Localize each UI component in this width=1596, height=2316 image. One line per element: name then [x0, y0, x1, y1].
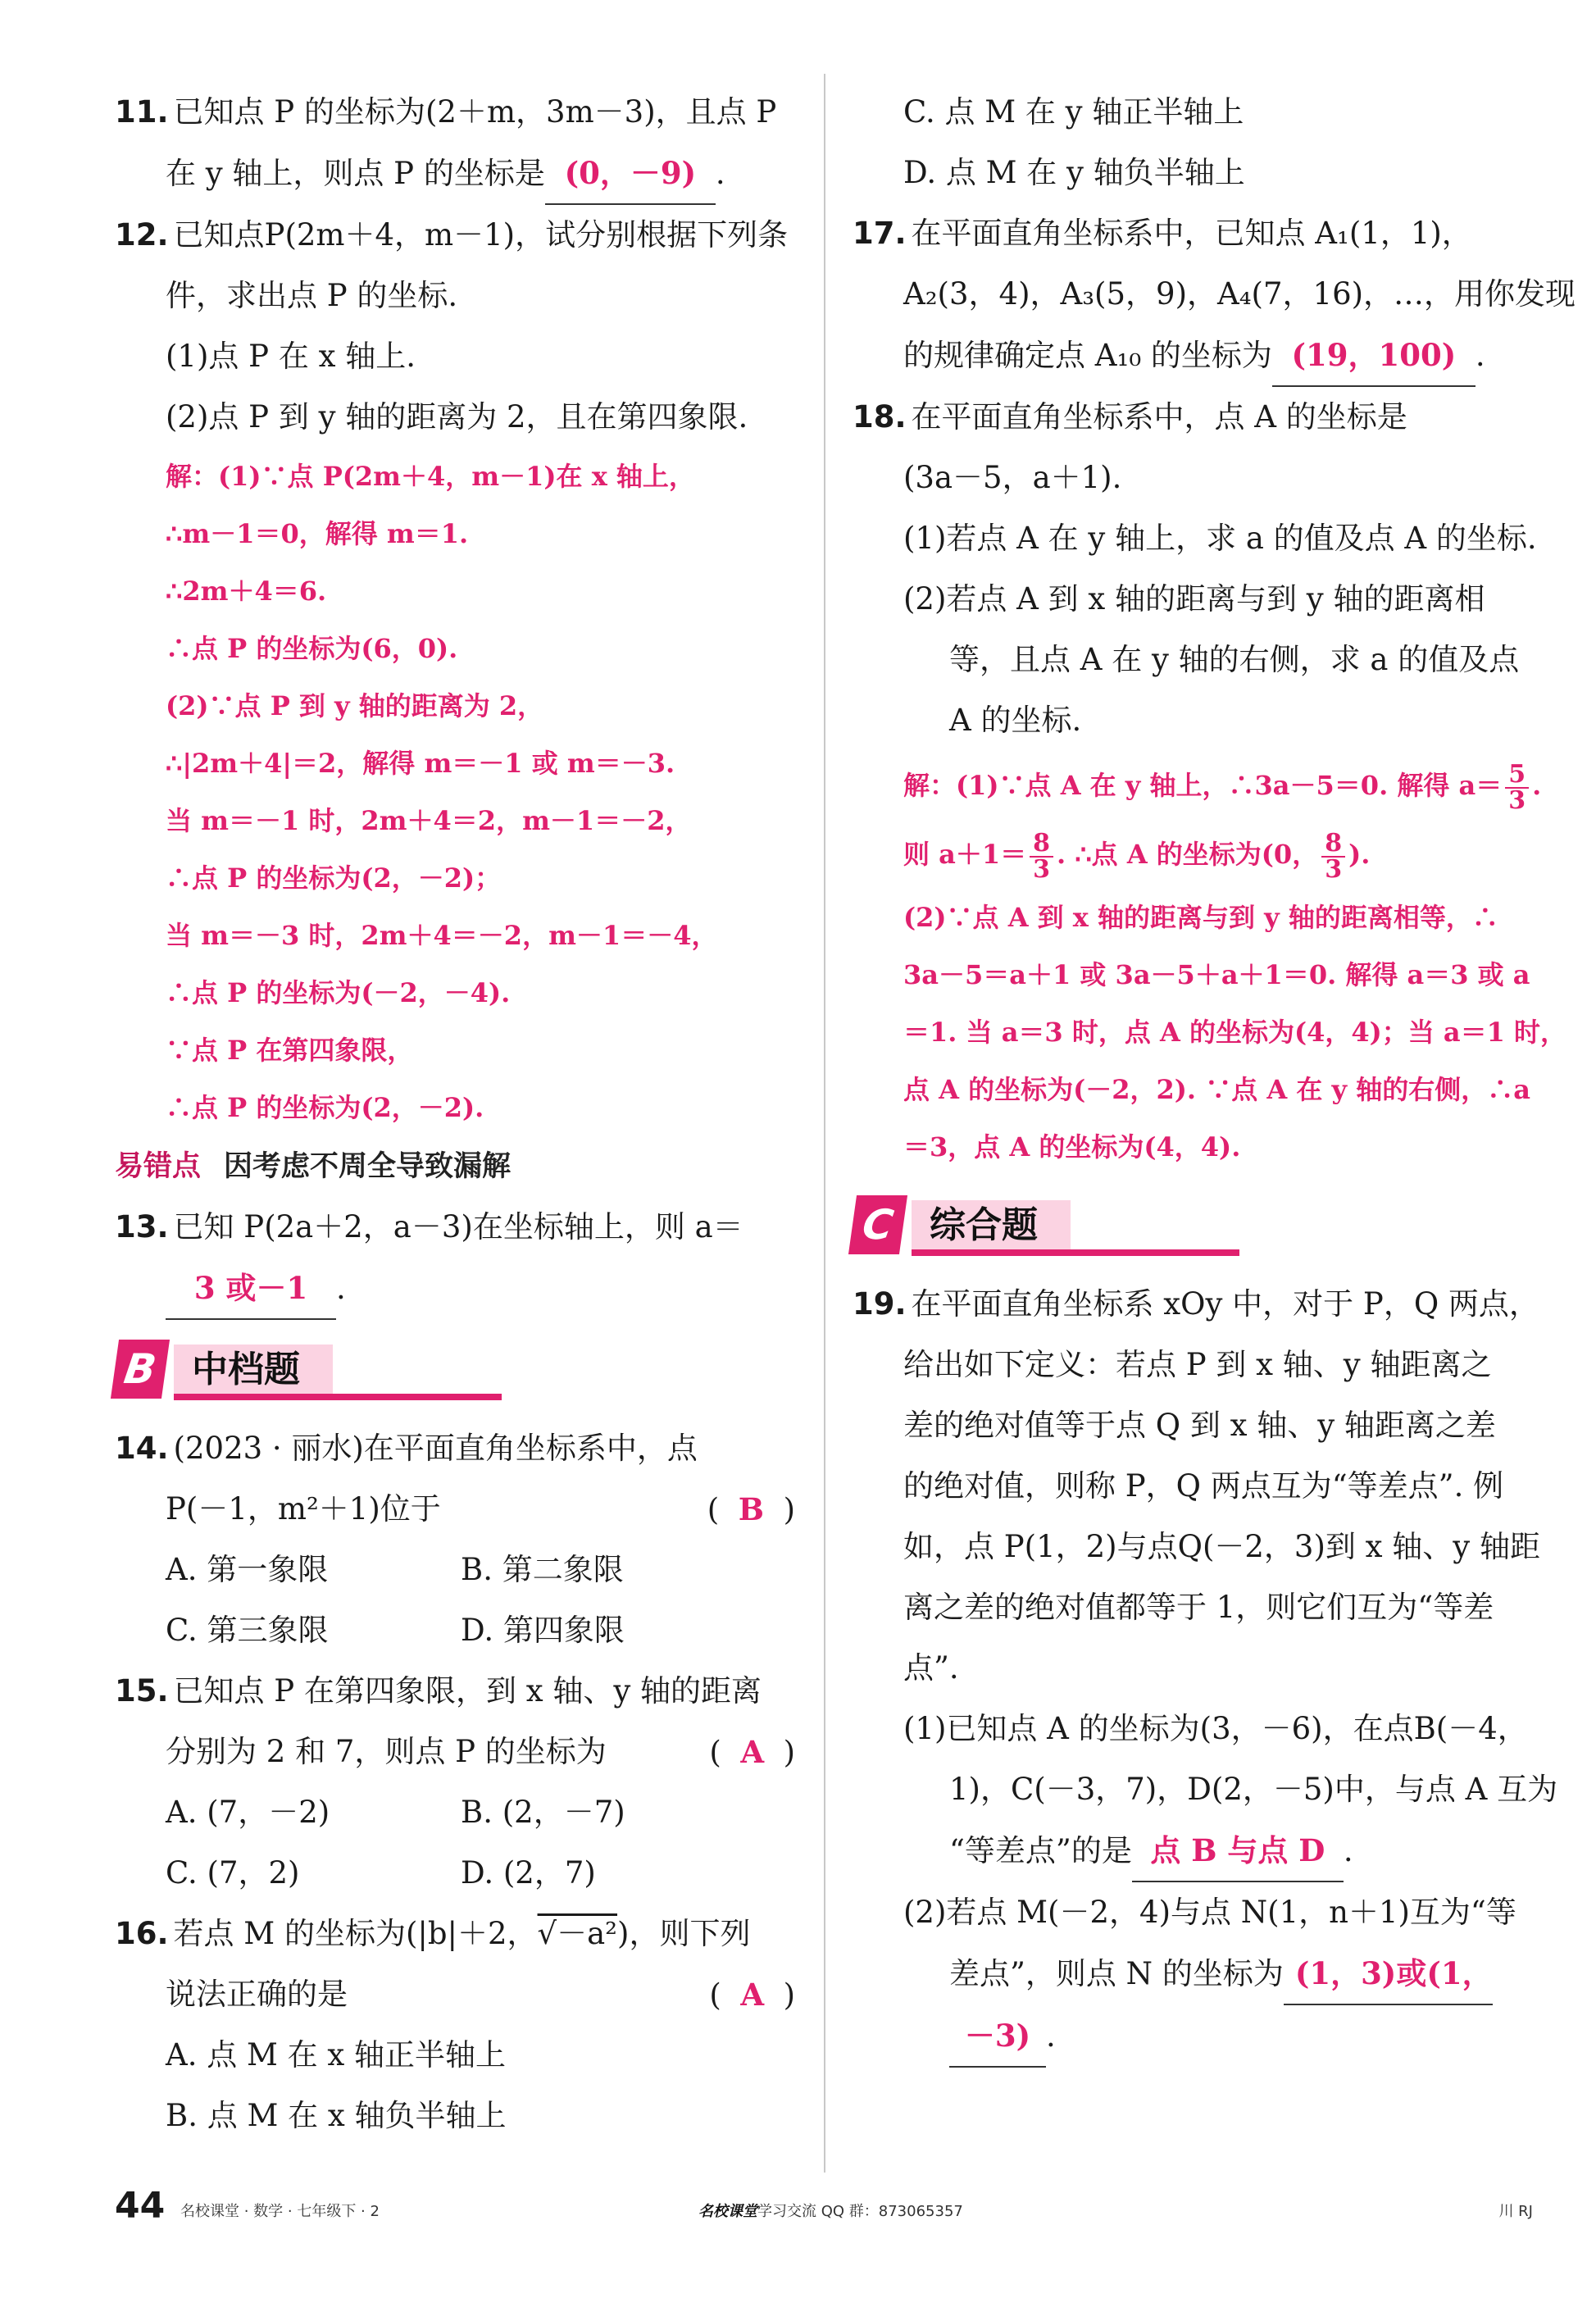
- solution-line: ∴m－1＝0，解得 m＝1.: [166, 518, 469, 549]
- page-number: 44: [115, 2185, 166, 2227]
- part-1: 1)，C(－3，7)，D(2，－5)中，与点 A 互为: [949, 1772, 1558, 1807]
- section-c-banner: [853, 1189, 1533, 1267]
- question-number: 14.: [115, 1431, 169, 1466]
- option-c: C. (7，2): [166, 1855, 300, 1891]
- brand-logo: 名校课堂: [698, 2203, 757, 2220]
- solution-line: ∴点 P 的坐标为(2，－2).: [166, 1092, 484, 1123]
- part-2: 差点”，则点 N 的坐标为: [949, 1956, 1284, 1991]
- question-19: [853, 1274, 1558, 2068]
- solution-line: 当 m＝－1 时，2m＋4＝2，m－1＝－2，: [166, 805, 692, 836]
- page-footer: [115, 2185, 1533, 2234]
- question-17: [853, 203, 1576, 387]
- options-row: [115, 1600, 795, 1661]
- answer-blank: (0，－9): [545, 143, 716, 205]
- option-c: C. 第三象限: [166, 1613, 329, 1648]
- question-text: 点”.: [903, 1650, 959, 1686]
- error-point-desc: 因考虑不周全导致漏解: [224, 1150, 512, 1183]
- solution-line: ∴点 P 的坐标为(－2，－4).: [166, 977, 511, 1008]
- solution-line: 3a－5＝a＋1 或 3a－5＋a＋1＝0. 解得 a＝3 或 a: [903, 959, 1530, 990]
- condition-1: (1)点 P 在 x 轴上.: [166, 339, 416, 374]
- choice-answer: A: [740, 1734, 765, 1770]
- section-letter: B: [111, 1340, 170, 1399]
- options-row: [115, 1782, 795, 1843]
- question-12: [115, 205, 795, 1136]
- solution-line: 解：(1)∵点 A 在 y 轴上，∴3a－5＝0. 解得 a＝ $\frac{5}{3}$ .: [903, 759, 1542, 815]
- question-text: 的绝对值，则称 P，Q 两点互为“等差点”. 例: [903, 1468, 1504, 1504]
- fraction: $\frac{5}{3}$: [1505, 762, 1529, 813]
- question-text: 差的绝对值等于点 Q 到 x 轴、y 轴距离之差: [903, 1408, 1496, 1443]
- options-row: [115, 1843, 795, 1904]
- question-11: [115, 82, 795, 205]
- question-number: 13.: [115, 1209, 169, 1244]
- answer-bracket: ( B ): [707, 1491, 795, 1527]
- banner-underline: [174, 1394, 502, 1400]
- option-a: A. 第一象限: [166, 1552, 329, 1587]
- question-18: [853, 387, 1567, 1176]
- answer-bracket: ( A ): [709, 1977, 795, 2013]
- condition-1: (1)若点 A 在 y 轴上，求 a 的值及点 A 的坐标.: [903, 521, 1537, 556]
- edition-label: 川 RJ: [1498, 2203, 1533, 2220]
- option-b: B. 点 M 在 x 轴负半轴上: [166, 2098, 507, 2133]
- question-text: 已知点 P 在第四象限，到 x 轴、y 轴的距离: [173, 1673, 762, 1709]
- section-letter: C: [848, 1195, 907, 1254]
- solution-line: 解：(1)∵点 P(2m＋4，m－1)在 x 轴上，: [166, 461, 695, 492]
- section-b-banner: [115, 1333, 795, 1412]
- solution-line: ∴2m＋4＝6.: [166, 576, 327, 607]
- question-number: 17.: [853, 216, 907, 251]
- sqrt-expression: √－a²: [537, 1916, 618, 1951]
- question-15: [115, 1661, 795, 1904]
- question-text: 给出如下定义：若点 P 到 x 轴、y 轴距离之: [903, 1347, 1492, 1382]
- fraction: $\frac{8}{3}$: [1030, 831, 1053, 882]
- question-text: 说法正确的是: [166, 1977, 348, 2012]
- question-number: 18.: [853, 399, 907, 435]
- punctuation: .: [715, 156, 725, 191]
- question-text: 件，求出点 P 的坐标.: [166, 278, 458, 313]
- question-number: 15.: [115, 1673, 169, 1709]
- solution-line: (2)∵点 A 到 x 轴的距离与到 y 轴的距离相等，∴: [903, 902, 1498, 933]
- question-number: 19.: [853, 1286, 907, 1322]
- question-text: (3a－5，a＋1).: [903, 460, 1122, 495]
- solution-line: ＝1. 当 a＝3 时，点 A 的坐标为(4，4)；当 a＝1 时，: [903, 1017, 1567, 1048]
- question-text: A₂(3，4)，A₃(5，9)，A₄(7，16)，…，用你发现: [903, 276, 1576, 312]
- question-number: 12.: [115, 217, 169, 253]
- answer-blank: 3 或－1: [166, 1258, 336, 1320]
- fraction: $\frac{8}{3}$: [1321, 831, 1345, 882]
- question-14: [115, 1418, 795, 1661]
- option-d: D. 第四象限: [461, 1613, 625, 1648]
- question-16-continued: [853, 82, 1533, 203]
- question-text: 在平面直角坐标系中，已知点 A₁(1，1)，: [911, 216, 1472, 251]
- option-b: B. 第二象限: [461, 1552, 624, 1587]
- question-16: [115, 1904, 795, 2146]
- question-text: 已知 P(2a＋2，a－3)在坐标轴上，则 a＝: [173, 1209, 743, 1244]
- punctuation: .: [1343, 1833, 1353, 1868]
- punctuation: .: [1046, 2018, 1056, 2054]
- solution-line: 点 A 的坐标为(－2，2). ∵点 A 在 y 轴的右侧，∴a: [903, 1074, 1530, 1105]
- punctuation: .: [1475, 338, 1485, 373]
- section-title: 中档题: [174, 1345, 333, 1395]
- question-number: 11.: [115, 94, 169, 130]
- part-1: “等差点”的是: [949, 1833, 1132, 1868]
- choice-answer: A: [740, 1977, 765, 2013]
- question-text: 在平面直角坐标系 xOy 中，对于 P，Q 两点，: [911, 1286, 1539, 1322]
- section-title: 综合题: [912, 1200, 1071, 1251]
- brand-line: [698, 2200, 963, 2221]
- solution-line: 当 m＝－3 时，2m＋4＝－2，m－1＝－4，: [166, 920, 718, 951]
- answer-blank: (1，3)或(1，: [1284, 1943, 1493, 2005]
- option-b: B. (2，－7): [461, 1795, 625, 1830]
- answer-blank: －3): [949, 2005, 1046, 2068]
- options-row: [115, 1540, 795, 1600]
- question-text: 分别为 2 和 7，则点 P 的坐标为: [166, 1734, 607, 1769]
- question-text: 在 y 轴上，则点 P 的坐标是: [166, 156, 545, 191]
- option-d: D. 点 M 在 y 轴负半轴上: [903, 155, 1245, 190]
- question-text: (2023 · 丽水)在平面直角坐标系中，点: [173, 1431, 698, 1466]
- question-text: )，则下列: [617, 1916, 751, 1951]
- solution-line: (2)∵点 P 到 y 轴的距离为 2，: [166, 690, 544, 721]
- error-point-heading: [115, 1136, 795, 1197]
- condition-2: 等，且点 A 在 y 轴的右侧，求 a 的值及点: [949, 642, 1520, 677]
- solution-line: ∵点 P 在第四象限，: [166, 1035, 414, 1066]
- solution-block: [115, 448, 795, 1136]
- brand-text: 学习交流 QQ 群：873065357: [757, 2203, 963, 2220]
- left-column: [115, 82, 795, 2146]
- question-text: 离之差的绝对值都等于 1，则它们互为“等差: [903, 1590, 1494, 1625]
- question-text: 的规律确定点 A₁₀ 的坐标为: [903, 338, 1272, 373]
- option-c: C. 点 M 在 y 轴正半轴上: [903, 94, 1244, 130]
- option-a: A. 点 M 在 x 轴正半轴上: [166, 2037, 507, 2073]
- error-point-label: 易错点: [115, 1150, 202, 1183]
- answer-bracket: ( A ): [709, 1734, 795, 1770]
- question-text: 若点 M 的坐标为(|b|＋2，: [173, 1916, 538, 1951]
- question-number: 16.: [115, 1916, 169, 1951]
- punctuation: .: [336, 1271, 346, 1306]
- question-text: 如，点 P(1，2)与点Q(－2，3)到 x 轴、y 轴距: [903, 1529, 1540, 1564]
- question-text: 已知点 P 的坐标为(2＋m，3m－3)，且点 P: [173, 94, 777, 130]
- answer-blank: (19，100): [1272, 325, 1476, 387]
- solution-line: ∴|2m＋4|＝2，解得 m＝－1 或 m＝－3.: [166, 748, 675, 779]
- question-text: 已知点P(2m＋4，m－1)，试分别根据下列条: [173, 217, 789, 253]
- question-text: 在平面直角坐标系中，点 A 的坐标是: [911, 399, 1407, 435]
- option-a: A. (7，－2): [166, 1795, 330, 1830]
- banner-underline: [912, 1249, 1239, 1256]
- solution-line: ∴点 P 的坐标为(6，0).: [166, 633, 458, 664]
- answer-blank: 点 B 与点 D: [1132, 1820, 1344, 1882]
- solution-block: [853, 751, 1567, 1176]
- question-text: P(－1，m²＋1)位于: [166, 1491, 441, 1527]
- solution-line: ＝3，点 A 的坐标为(4，4).: [903, 1131, 1241, 1163]
- column-divider: [824, 74, 825, 2173]
- right-column: [853, 82, 1576, 2068]
- question-13: [115, 1197, 795, 1320]
- part-2: (2)若点 M(－2，4)与点 N(1，n＋1)互为“等: [903, 1895, 1516, 1930]
- solution-line: 则 a＋1＝ $\frac{8}{3}$ . ∴点 A 的坐标为(0， $\frac{8}{3}$ ).: [903, 828, 1371, 884]
- part-1: (1)已知点 A 的坐标为(3，－6)，在点B(－4，: [903, 1711, 1528, 1746]
- condition-2: (2)若点 A 到 x 轴的距离与到 y 轴的距离相: [903, 581, 1485, 617]
- condition-2: A 的坐标.: [949, 703, 1082, 738]
- option-d: D. (2，7): [461, 1855, 596, 1891]
- book-series: 名校课堂 · 数学 · 七年级下 · 2: [180, 2203, 380, 2220]
- choice-answer: B: [738, 1491, 765, 1527]
- solution-line: ∴点 P 的坐标为(2，－2)；: [166, 862, 502, 894]
- condition-2: (2)点 P 到 y 轴的距离为 2，且在第四象限.: [166, 399, 748, 435]
